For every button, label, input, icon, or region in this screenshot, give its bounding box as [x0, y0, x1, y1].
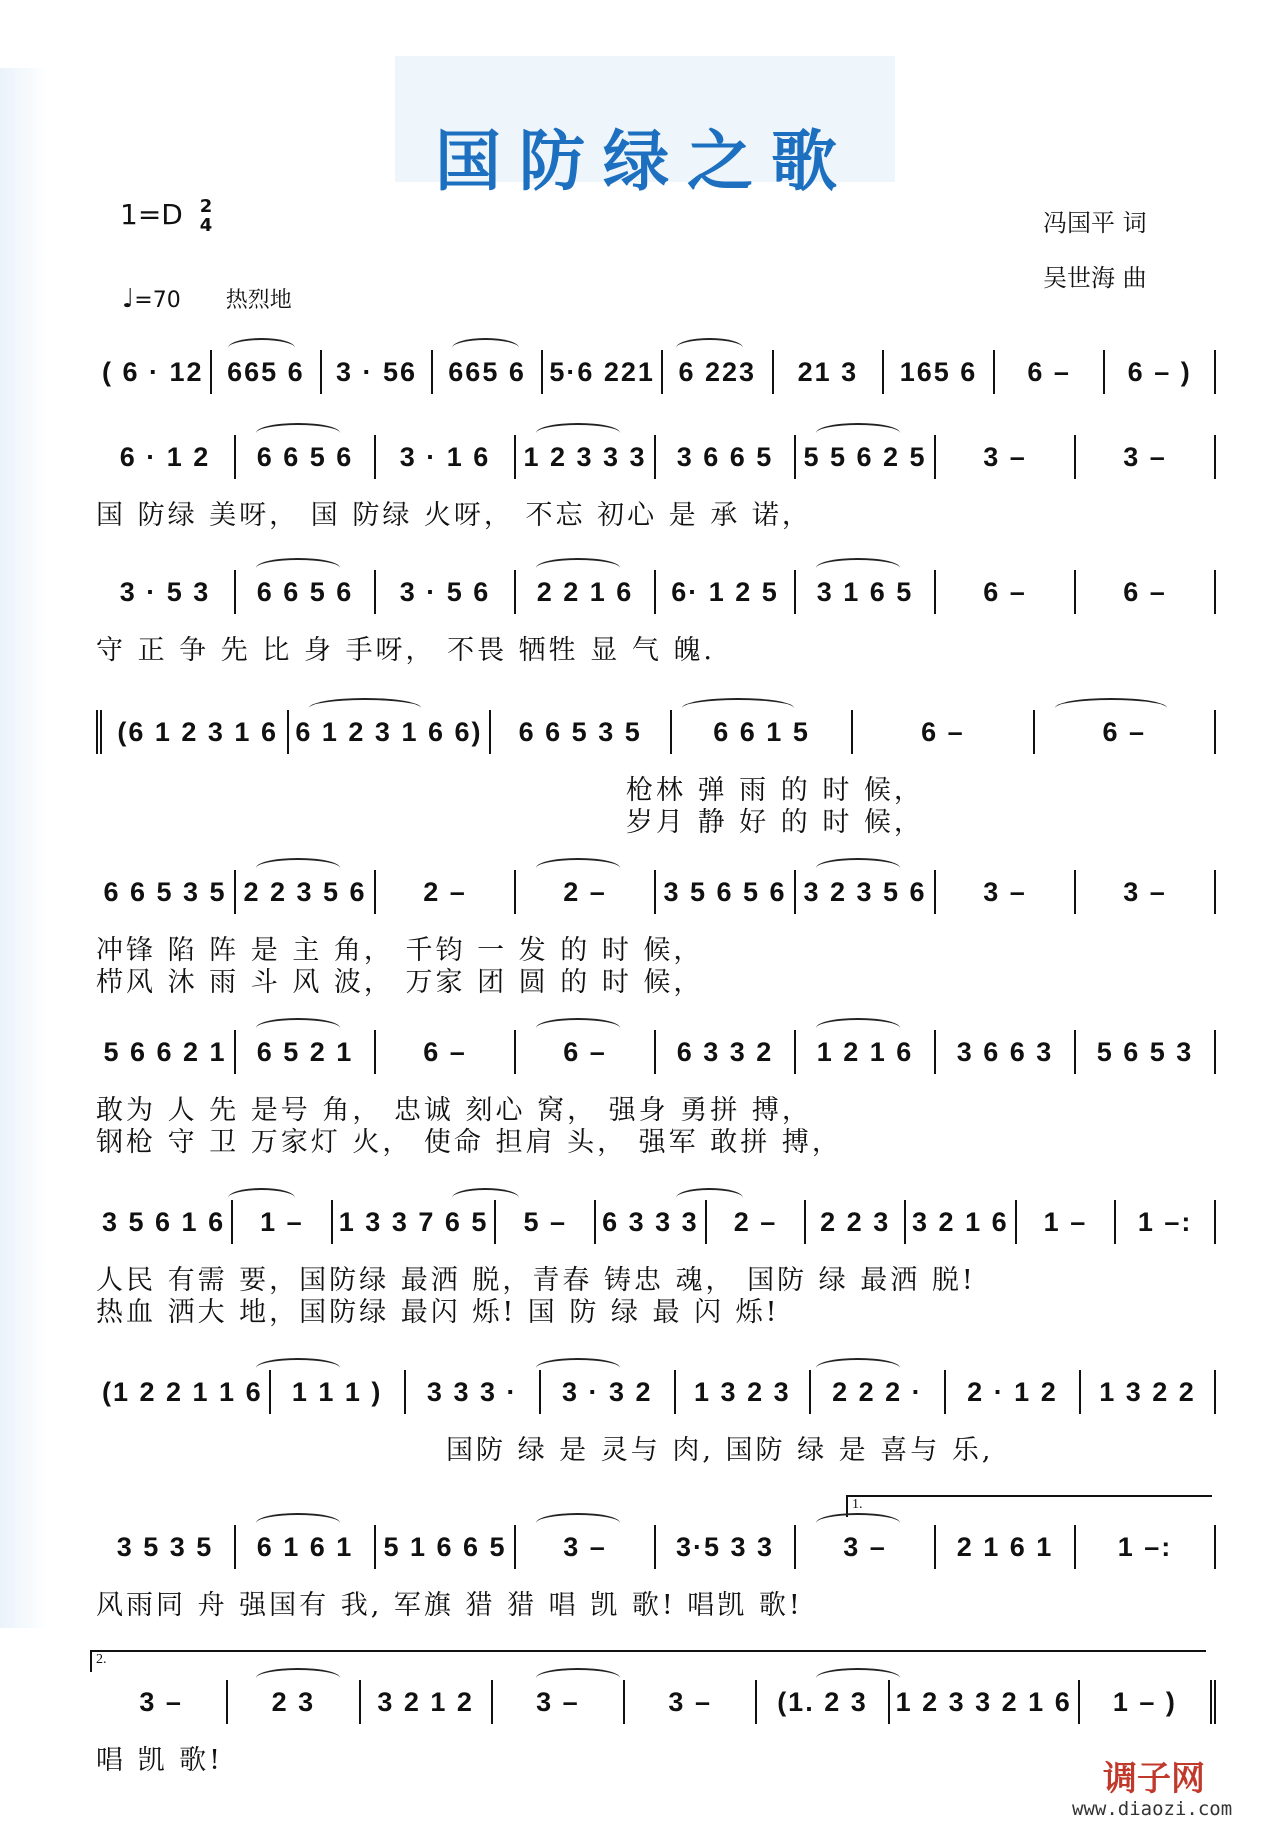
- measure: 2 2 1 6: [514, 570, 654, 614]
- measure: 3·5 3 3: [654, 1525, 794, 1569]
- measure: 6 –: [1074, 570, 1214, 614]
- score-system: [96, 350, 1216, 394]
- measure: 3 6 6 5: [654, 435, 794, 479]
- slur-mark: [536, 1513, 620, 1533]
- measure: 6 –: [1033, 710, 1214, 754]
- measure: 3 –: [139, 1686, 183, 1717]
- measure: 3 2 1 2: [359, 1680, 491, 1724]
- measure: 3 –: [934, 435, 1074, 479]
- measure: 1 – ): [1078, 1680, 1210, 1724]
- measure: 3 · 5 3: [119, 576, 211, 607]
- score-system: [96, 435, 1216, 531]
- measure: (6 1 2 3 1 6: [117, 716, 278, 747]
- time-signature-top: 2: [199, 196, 213, 217]
- score-system: [96, 870, 1216, 998]
- measure: 6 –: [993, 350, 1104, 394]
- measure: 1 2 1 6: [794, 1030, 934, 1074]
- measure: 2 1 6 1: [934, 1525, 1074, 1569]
- measure: 6 –: [934, 570, 1074, 614]
- mood-marking: 热烈地: [225, 288, 292, 313]
- slur-mark: [682, 698, 794, 718]
- measure: 3 –: [623, 1680, 755, 1724]
- measure: 1 3 2 2: [1079, 1370, 1214, 1414]
- measure: 3 6 6 3: [934, 1030, 1074, 1074]
- notation-row: [96, 570, 1216, 614]
- measure: 3 –: [514, 1525, 654, 1569]
- song-title: 国防绿之歌: [435, 122, 855, 200]
- measure: 3 · 5 6: [374, 570, 514, 614]
- measure: 5 5 6 2 5: [794, 435, 934, 479]
- lyricist-credit: 冯国平 词: [1043, 209, 1147, 237]
- measure: 3 5 6 1 6: [102, 1206, 226, 1237]
- measure: 3 –: [794, 1525, 934, 1569]
- score-system: [96, 710, 1216, 838]
- slur-mark: [816, 423, 900, 443]
- notation-row: [96, 1525, 1216, 1569]
- volta-bracket: 1.: [846, 1495, 1212, 1517]
- slur-mark: [452, 338, 519, 358]
- measure: 2 2 3 5 6: [234, 870, 374, 914]
- measure: 2 · 1 2: [944, 1370, 1079, 1414]
- measure: 3 1 6 5: [794, 570, 934, 614]
- score-system: [96, 1030, 1216, 1158]
- slur-mark: [536, 858, 620, 878]
- measure: 5 –: [494, 1200, 594, 1244]
- measure: 1 1 1 ): [269, 1370, 404, 1414]
- slur-mark: [816, 1513, 900, 1533]
- measure: 3 –: [1074, 870, 1214, 914]
- measure: 6 6 5 3 5: [103, 876, 227, 907]
- measure: 1 3 2 3: [674, 1370, 809, 1414]
- lyric-line: 栉风 沐 雨 斗 风 波， 万家 团 圆 的 时 候，: [96, 967, 704, 998]
- slur-mark: [256, 1668, 340, 1688]
- time-signature: [200, 197, 213, 235]
- measure: 5 6 6 2 1: [103, 1036, 227, 1067]
- measure: 6 3 3 3: [594, 1200, 705, 1244]
- lyric-line: 唱 凯 歌!: [96, 1745, 224, 1776]
- slur-mark: [536, 1018, 620, 1038]
- measure: 3 –: [491, 1680, 623, 1724]
- measure: 6 · 1 2: [119, 441, 211, 472]
- measure: 3 5 3 5: [116, 1531, 214, 1562]
- measure: 3 2 1 6: [904, 1200, 1015, 1244]
- notation-row: [96, 350, 1216, 394]
- measure: 665 6: [431, 350, 542, 394]
- measure: 5 1 6 6 5: [374, 1525, 514, 1569]
- lyric-line: 热血 洒大 地，国防绿 最闪 烁! 国 防 绿 最 闪 烁!: [96, 1297, 780, 1328]
- notation-row: [96, 1680, 1216, 1724]
- score-system: [96, 1652, 1216, 1776]
- slur-mark: [1055, 698, 1167, 718]
- slur-mark: [536, 558, 620, 578]
- measure: 6 –: [851, 710, 1032, 754]
- key-label: 1=D: [120, 198, 183, 231]
- score-system: [96, 1200, 1216, 1328]
- measure: 1 –:: [1114, 1200, 1214, 1244]
- measure: 6 223: [661, 350, 772, 394]
- measure: 1 3 3 7 6 5: [331, 1200, 495, 1244]
- measure: 3 · 56: [320, 350, 431, 394]
- measure: ( 6 · 12: [102, 356, 204, 387]
- measure: 6 1 2 3 1 6 6): [287, 710, 488, 754]
- measure: 1 –: [231, 1200, 331, 1244]
- lyric-line: 岁月 静 好 的 时 候，: [626, 807, 924, 838]
- lyric-line: 冲锋 陷 阵 是 主 角， 千钧 一 发 的 时 候，: [96, 935, 704, 966]
- measure: 2 2 2 ·: [809, 1370, 944, 1414]
- notation-row: [96, 710, 1216, 754]
- measure: 3 –: [1074, 435, 1214, 479]
- measure: 3 3 3 ·: [404, 1370, 539, 1414]
- measure: (1 2 2 1 1 6: [102, 1376, 263, 1407]
- slur-mark: [676, 1188, 743, 1208]
- measure: 6 –: [514, 1030, 654, 1074]
- measure: 6 6 5 6: [234, 435, 374, 479]
- slur-mark: [228, 1188, 295, 1208]
- measure: 2 –: [705, 1200, 805, 1244]
- notation-row: [96, 1030, 1216, 1074]
- slur-mark: [536, 1668, 620, 1688]
- slur-mark: [816, 1358, 900, 1378]
- measure: 2 –: [514, 870, 654, 914]
- measure: 3 5 6 5 6: [654, 870, 794, 914]
- measure: 1 2 3 3 2 1 6: [888, 1680, 1078, 1724]
- lyric-line: 风雨同 舟 强国有 我, 军旗 猎 猎 唱 凯 歌! 唱凯 歌!: [96, 1590, 803, 1621]
- composer-credit: 吴世海 曲: [1043, 264, 1147, 292]
- slur-mark: [816, 858, 900, 878]
- measure: 3 2 3 5 6: [794, 870, 934, 914]
- measure: 6 6 1 5: [670, 710, 851, 754]
- lyric-line: 枪林 弹 雨 的 时 候，: [626, 775, 924, 806]
- slur-mark: [452, 1188, 519, 1208]
- measure: 6 –: [374, 1030, 514, 1074]
- measure: (1. 2 3: [755, 1680, 887, 1724]
- measure: 5 6 5 3: [1074, 1030, 1214, 1074]
- slur-mark: [816, 1668, 900, 1688]
- measure: 165 6: [882, 350, 993, 394]
- measure: 3 · 1 6: [374, 435, 514, 479]
- slur-mark: [256, 558, 340, 578]
- site-watermark-url: www.diaozi.com: [1072, 1798, 1233, 1820]
- score-system: [96, 1497, 1216, 1621]
- measure: 6 3 3 2: [654, 1030, 794, 1074]
- slur-mark: [256, 1358, 340, 1378]
- measure: 6 – ): [1103, 350, 1214, 394]
- lyric-line: 国 防绿 美呀， 国 防绿 火呀， 不忘 初心 是 承 诺，: [96, 500, 812, 531]
- slur-mark: [256, 423, 340, 443]
- lyric-line: 人民 有需 要，国防绿 最洒 脱，青春 铸忠 魂， 国防 绿 最洒 脱!: [96, 1265, 976, 1296]
- lyric-line: 敢为 人 先 是号 角， 忠诚 刻心 窝， 强身 勇拼 搏，: [96, 1095, 812, 1126]
- slur-mark: [309, 698, 421, 718]
- measure: 1 –: [1015, 1200, 1115, 1244]
- key-signature: [120, 197, 212, 235]
- lyric-line: 国防 绿 是 灵与 肉, 国防 绿 是 喜与 乐,: [446, 1435, 994, 1466]
- measure: 2 3: [226, 1680, 358, 1724]
- measure: 6· 1 2 5: [654, 570, 794, 614]
- measure: 2 2 3: [804, 1200, 904, 1244]
- slur-mark: [256, 1018, 340, 1038]
- lyric-line: 守 正 争 先 比 身 手呀， 不畏 牺牲 显 气 魄.: [96, 635, 715, 666]
- slur-mark: [536, 1358, 620, 1378]
- slur-mark: [256, 858, 340, 878]
- site-watermark: 调子网: [1103, 1759, 1205, 1799]
- score-system: [96, 570, 1216, 666]
- measure: 2 –: [374, 870, 514, 914]
- measure: 1 –:: [1074, 1525, 1214, 1569]
- measure: 6 5 2 1: [234, 1030, 374, 1074]
- measure: 3 · 3 2: [539, 1370, 674, 1414]
- measure: 3 –: [934, 870, 1074, 914]
- slur-mark: [536, 423, 620, 443]
- measure: 21 3: [772, 350, 883, 394]
- measure: 6 6 5 6: [234, 570, 374, 614]
- tempo-marking: [122, 283, 292, 314]
- notation-row: [96, 870, 1216, 914]
- tempo-value: =70: [134, 288, 181, 313]
- slur-mark: [256, 1513, 340, 1533]
- lyric-line: 钢枪 守 卫 万家灯 火， 使命 担肩 头， 强军 敢拼 搏，: [96, 1127, 842, 1158]
- slur-mark: [816, 558, 900, 578]
- measure: 6 6 5 3 5: [489, 710, 670, 754]
- score-system: [96, 1370, 1216, 1466]
- time-signature-bottom: 4: [199, 215, 213, 236]
- left-background-band: [0, 68, 48, 1628]
- slur-mark: [676, 338, 743, 358]
- notation-row: [96, 435, 1216, 479]
- measure: 665 6: [210, 350, 321, 394]
- quarter-note-icon: ♩: [122, 284, 135, 314]
- slur-mark: [816, 1018, 900, 1038]
- measure: 1 2 3 3 3: [514, 435, 654, 479]
- notation-row: [96, 1200, 1216, 1244]
- volta-bracket: 2.: [90, 1650, 1206, 1672]
- measure: 5·6 221: [541, 350, 661, 394]
- slur-mark: [228, 338, 295, 358]
- measure: 6 1 6 1: [234, 1525, 374, 1569]
- notation-row: [96, 1370, 1216, 1414]
